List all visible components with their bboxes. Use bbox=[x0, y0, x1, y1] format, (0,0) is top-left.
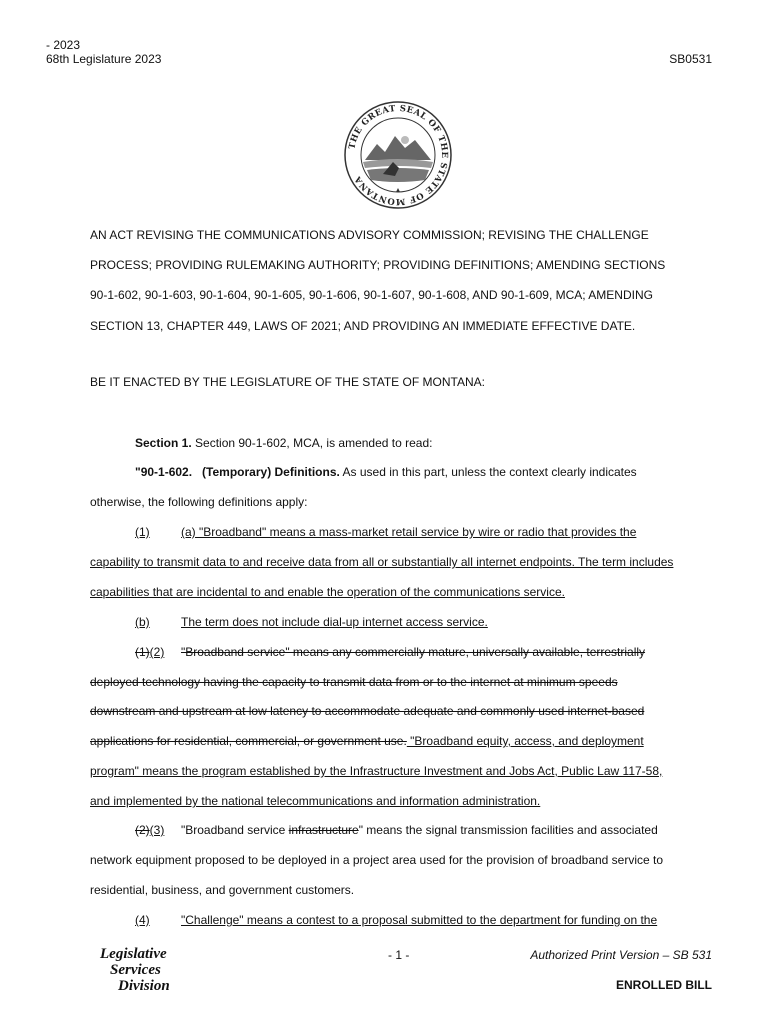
paragraph-2-line-4 bbox=[90, 734, 715, 748]
paragraph-2-struck-line-3: downstream and upstream at low latency to accommodate adequate and commonly used internet-based bbox=[90, 704, 645, 718]
paragraph-1b-number: (b) bbox=[135, 615, 150, 629]
legislature-label: 68th Legislature 2023 bbox=[46, 52, 162, 66]
paragraph-2-inserted-line-6: and implemented by the national telecommunications and information administration. bbox=[90, 794, 541, 808]
paragraph-3-text-b: " means the signal transmission facilities and associated bbox=[358, 823, 658, 837]
paragraph-2-new-number: (2) bbox=[149, 645, 165, 659]
act-title-line-1: AN ACT REVISING THE COMMUNICATIONS ADVISORY COMMISSION; REVISING THE CHALLENGE bbox=[90, 228, 649, 242]
paragraph-1-text: (a) "Broadband" means a mass-market retail service by wire or radio that provides the bbox=[181, 525, 637, 539]
paragraph-2 bbox=[135, 645, 760, 659]
seal-ring-text: THE GREAT SEAL OF THE STATE OF MONTANA bbox=[347, 103, 450, 207]
act-title-line-3: 90-1-602, 90-1-603, 90-1-604, 90-1-605, 90-1-606, 90-1-607, 90-1-608, AND 90-1-609, MCA; AMENDING bbox=[90, 288, 653, 302]
paragraph-1-number: (1) bbox=[135, 525, 150, 539]
act-title-line-4: SECTION 13, CHAPTER 449, LAWS OF 2021; AND PROVIDING AN IMMEDIATE EFFECTIVE DATE. bbox=[90, 319, 636, 333]
definition-intro-cont: otherwise, the following definitions apply: bbox=[90, 495, 308, 509]
paragraph-4-text: "Challenge" means a contest to a proposal submitted to the department for funding on the bbox=[181, 913, 658, 927]
montana-state-seal-icon bbox=[343, 100, 453, 210]
paragraph-1b bbox=[135, 615, 760, 629]
paragraph-3-old-number: (2) bbox=[135, 823, 150, 837]
paragraph-2-struck-text: "Broadband service" means any commercially mature, universally available, terrestrially bbox=[181, 645, 646, 659]
paragraph-3-line-2: network equipment proposed to be deployed in a project area used for the provision of broadband service to bbox=[90, 853, 664, 867]
logo-line-3: Division bbox=[118, 978, 170, 994]
paragraph-3-text-a: "Broadband service bbox=[181, 823, 289, 837]
paragraph-3-new-number: (3) bbox=[149, 823, 165, 837]
paragraph-1 bbox=[135, 525, 760, 539]
section-heading-text: Section 90-1-602, MCA, is amended to read: bbox=[191, 436, 433, 450]
enrolled-bill-label: ENROLLED BILL bbox=[616, 978, 712, 992]
paragraph-2-inserted-line-4: "Broadband equity, access, and deployment bbox=[406, 734, 644, 748]
authorized-print-version: Authorized Print Version – SB 531 bbox=[530, 948, 712, 962]
section-number: Section 1. bbox=[135, 436, 192, 450]
paragraph-2-inserted-line-5: program" means the program established by the Infrastructure Investment and Jobs Act, Public Law 117-58, bbox=[90, 764, 663, 778]
paragraph-1b-text: The term does not include dial-up internet access service. bbox=[181, 615, 488, 629]
section-1-heading bbox=[135, 436, 760, 450]
paragraph-2-old-number: (1) bbox=[135, 645, 150, 659]
legislative-services-division-logo bbox=[100, 946, 200, 994]
act-title-line-2: PROCESS; PROVIDING RULEMAKING AUTHORITY; PROVIDING DEFINITIONS; AMENDING SECTIONS bbox=[90, 258, 666, 272]
paragraph-1-line-3: capabilities that are incidental to and enable the operation of the communications service. bbox=[90, 585, 565, 599]
page-number: - 1 - bbox=[388, 948, 410, 962]
definition-heading bbox=[135, 465, 760, 479]
bill-id: SB0531 bbox=[669, 52, 712, 66]
paragraph-2-struck-line-2: deployed technology having the capacity to transmit data from or to the internet at minimum speeds bbox=[90, 675, 618, 689]
enacting-clause: BE IT ENACTED BY THE LEGISLATURE OF THE STATE OF MONTANA: bbox=[90, 375, 485, 389]
paragraph-3-line-3: residential, business, and government customers. bbox=[90, 883, 355, 897]
definition-title: "90-1-602. (Temporary) Definitions. bbox=[135, 465, 340, 479]
paragraph-4 bbox=[135, 913, 760, 927]
paragraph-3 bbox=[135, 823, 760, 837]
year-line: - 2023 bbox=[46, 38, 81, 52]
paragraph-3-struck-word: infrastructure bbox=[288, 823, 359, 837]
paragraph-4-number: (4) bbox=[135, 913, 150, 927]
logo-line-1: Legislative bbox=[100, 946, 167, 962]
paragraph-2-struck-line-4: applications for residential, commercial, or government use. bbox=[90, 734, 407, 748]
definition-intro: As used in this part, unless the context clearly indicates bbox=[339, 465, 637, 479]
paragraph-1-line-2: capability to transmit data to and receive data from all or substantially all internet endpoints. The term includes bbox=[90, 555, 674, 569]
logo-line-2: Services bbox=[110, 962, 161, 978]
